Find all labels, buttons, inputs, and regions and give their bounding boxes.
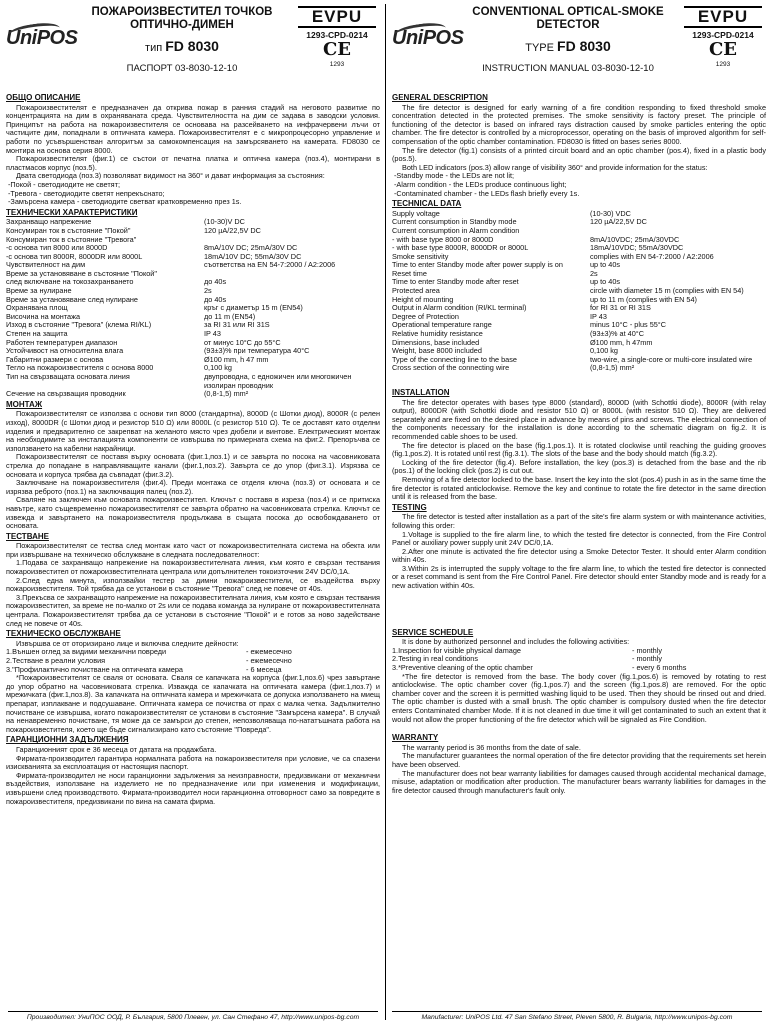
spec-value: за RI 31 или RI 31S	[204, 320, 270, 330]
service-activity: 3.*Preventive cleaning of the optic chamber	[392, 663, 533, 673]
spec-value: 120 µA/22,5V DC	[590, 217, 647, 227]
spec-value: 8mA/10V DC; 25mA/30V DC	[204, 243, 298, 253]
section-title: ТЕСТВАНЕ	[6, 531, 49, 541]
spec-value: 18mA/10VDC; 55mA/30VDC	[590, 243, 684, 253]
evpu-logo: EVPU	[684, 6, 762, 28]
paragraph: Both LED indicators (pos.3) allow range of visibility 360° and provide information for the status:	[402, 162, 708, 172]
paragraph: The fire detector operates with bases type 8000 (standard), 8000D (with Schottki diode), 8000R (with relay output), 8000DR (with Schottki diode and resistor 510 Ω) or 8000L (with resistor 510 Ω). They are delivered separately and are fixed on the desired place in advance by means of pins and screws. The electrical connection of the components necessary for the installation is done according to the schematic diagram on fig.2. It is recommended cable shoes to be used.	[392, 397, 766, 441]
type-code: FD 8030	[165, 38, 219, 54]
service-table	[6, 648, 380, 674]
spec-label: Weight, base 8000 included	[392, 346, 482, 356]
paragraph: Фирмата-производител гарантира нормалната работа на пожароизвестителя при условие, че са спазени изискванията за експлоатация от настоящия паспорт.	[6, 753, 380, 772]
spec-label: Габаритни размери с основа	[6, 354, 104, 364]
spec-label: -с основа тип 8000R, 8000DR или 8000L	[6, 251, 143, 261]
ce-notified-body: 1293	[329, 60, 345, 68]
service-activity: 2.Testing in real conditions	[392, 654, 478, 664]
column-bulgarian	[6, 6, 380, 806]
service-activity: 1.Външен оглед за видими механични повреди	[6, 647, 167, 657]
spec-label: Smoke sensitivity	[392, 251, 449, 261]
spec-label: Изход в състояние "Тревога" (клема RI/KL)	[6, 320, 152, 330]
spec-value: съответства на EN 54-7:2000 / A2:2006	[204, 260, 336, 270]
spec-value: кръг с диаметър 15 m (EN54)	[204, 303, 303, 313]
spec-value: Ø100 mm, h 47 mm	[204, 354, 269, 364]
section	[392, 629, 766, 725]
paragraph: Двата светодиода (поз.3) позволяват видимост на 360° и дават информация за състояния:	[16, 171, 325, 181]
section-title: ТЕХНИЧЕСКИ ХАРАКТЕРИСТИКИ	[6, 207, 138, 217]
spec-label: Time to enter Standby mode after reset	[392, 277, 519, 287]
spec-value: 2s	[204, 286, 212, 296]
spec-label: Protected area	[392, 286, 440, 296]
spec-value: до 40s	[204, 277, 227, 287]
section-title: МОНТАЖ	[6, 399, 43, 409]
evpu-logo: EVPU	[298, 6, 376, 28]
section	[392, 504, 766, 591]
section-title: INSTALLATION	[392, 388, 450, 397]
status-item: -Standby mode - the LEDs are not lit;	[394, 171, 515, 181]
paragraph: Пожароизвестителят се използва с основи тип 8000 (стандартна), 8000D (с Шотки диод), 8000R (с релен изход), 8000DR (с Шотки диод и резистор 510 Ω) или 8000L (с резистор 510 Ω). Те се доставят като отделни изделия и предварително се закрепват на желаното място чрез дюбели и винтове. Електрическият монтаж на необходимите за инсталацията компоненти се извършва по примерната схема на фиг.2. Препоръчва се използването на кабелни накрайници.	[6, 409, 380, 453]
status-item: -Alarm condition - the LEDs produce continuous light;	[394, 179, 567, 189]
spec-value: от минус 10°C до 55°C	[204, 337, 281, 347]
service-activity: 2.Тестване в реални условия	[6, 656, 106, 665]
spec-value: 120 µA/22,5V DC	[204, 225, 261, 235]
section	[392, 389, 766, 502]
spec-value: IP 43	[590, 311, 607, 321]
spec-value: Ø100 mm, h 47mm	[590, 337, 653, 347]
section-title: ОБЩО ОПИСАНИЕ	[6, 93, 81, 102]
ce-mark-icon: CE	[708, 38, 738, 60]
service-frequency: - monthly	[632, 654, 663, 664]
spec-label: Тегло на пожароизвестителя с основа 8000	[6, 363, 154, 373]
paragraph: *Пожароизвестителят се сваля от основата. Сваля се капачката на корпуса (фиг.1,поз.6) чрез завъртане до упор обратно на часовниковата стрелка. Изважда се капачката на оптичната камера (фиг.1,поз.7) и мрежичката (фиг.1,поз.8). За капачката на оптичната камера и мрежичката се допуска използването на миещ препарат, изплакване и подсушаване. Оптичната камера се почиства от прах с малка четка. Задължително почистване се извършва, когато пожароизвестителят се установи в състояние "Замърсена камера". В случай на ненавременно почистване, тя може да се замърси до степен, непозволяваща по-нататъшната работа на пожароизвестителя, което ще бъде сигнализирано като състояние "Повреда".	[6, 673, 380, 734]
doc-header	[392, 6, 766, 92]
paragraph: 3.Прекъсва се захранващото напрежение на пожароизвестителната линия, към която е свързан тествания пожароизвестител, за време не по-малко от 2s или се подава команда за нулиране от пожароизвестителната централа. Пожароизвестителят трябва да се установи в състояние "Покой" и е готов за ново задействане след не повече от 40s.	[6, 592, 380, 628]
spec-label: Консумиран ток в състояние "Тревога"	[6, 234, 137, 244]
status-item: -Покой - светодиодите не светят;	[8, 179, 120, 189]
section-title: SERVICE SCHEDULE	[392, 627, 474, 637]
ce-notified-body: 1293	[715, 60, 731, 68]
manual-number: ПАСПОРТ 03-8030-12-10	[126, 63, 238, 74]
spec-label: Захранващо напрежение	[6, 217, 92, 227]
spec-value	[204, 270, 380, 279]
column-english	[392, 6, 766, 795]
spec-value: (10-30)V DC	[204, 217, 245, 227]
spec-value: (93±3)% at 40°C	[590, 329, 644, 339]
doc-title: CONVENTIONAL OPTICAL-SMOKE DETECTOR	[472, 6, 664, 31]
spec-label: Тип на свързващата основата линия	[6, 372, 130, 381]
service-table	[392, 647, 766, 673]
spec-label: - with base type 8000 or 8000D	[392, 234, 494, 244]
section	[6, 209, 380, 399]
section-title: WARRANTY	[392, 733, 439, 743]
status-item: -Тревога - светодиодите светят непрекъснато;	[8, 188, 165, 198]
spec-label: Степен на защита	[6, 329, 68, 339]
spec-value: complies with EN 54-7:2000 / A2:2006	[590, 251, 714, 261]
service-frequency: - ежемесечно	[246, 656, 292, 665]
spec-label: Охранявана площ	[6, 303, 68, 313]
type-line	[78, 38, 286, 54]
paragraph: 2.After one minute is activated the fire detector using a Smoke Detector Tester. It should enter Alarm condition within 40s.	[392, 546, 766, 565]
unipos-logo: UniPOS	[392, 27, 464, 49]
paragraph: 3.Within 2s is interrupted the supply voltage to the fire alarm line, to which the tested fire detector is connected or a reset command is sent from the Fire Control Panel. Fire detector should enter Standby mode and is ready for a new activation within 40s.	[392, 563, 766, 591]
spec-value: up to 40s	[590, 277, 621, 287]
spec-value: for RI 31 or RI 31S	[590, 303, 651, 313]
spec-value: до 11 m (EN54)	[204, 311, 256, 321]
paragraph: The fire detector is designed for early warning of a fire condition responding to fixed threshold smoke concentration detected in the protected premises. The smoke sensitivity is factory preset. The principle of functioning of the detector is based on infrared rays distraction caused by smoke particles entering the optic chamber. The fire detector is controlled by a microprocessor, operating on the basis of improved algorithm for self-compensation of the optic chamber contamination. FD8030 is fitted on bases series 8000.	[392, 102, 766, 146]
spec-value: (10-30) VDC	[590, 208, 631, 218]
section	[6, 533, 380, 629]
spec-label: Output in Alarm condition (RI/KL terminal)	[392, 303, 527, 313]
status-item: -Замърсена камера - светодиодите светват кратковременно през 1s.	[8, 197, 242, 207]
spec-label: Устойчивост на относителна влага	[6, 346, 124, 356]
paragraph: The fire detector is tested after installation as a part of the site's fire alarm system or with maintenance activities, following this order:	[392, 512, 766, 530]
spec-value: 8mA/10VDC; 25mA/30VDC	[590, 234, 680, 244]
service-activity: 1.Inspection for visible physical damage	[392, 645, 521, 655]
spec-label: Current consumption in Standby mode	[392, 217, 517, 227]
paragraph: Removing of a fire detector locked to the base. Insert the key into the slot (pos.4) push in as in the same time the fire detector is rotated anticlockwise. Remove the key and continue to rotate the fire detector in the same direction until it is released from the base.	[392, 474, 766, 502]
section	[6, 94, 380, 207]
spec-table	[6, 218, 380, 398]
ce-mark-icon: CE	[322, 38, 352, 60]
paragraph: The fire detector is placed on the base (fig.1,pos.1). It is rotated clockwise until reaching the guiding grooves (fig.1,pos.2). It is rotated until rest (fig.3.1). The slots of the base and the body should match (fig.3.2).	[392, 440, 766, 459]
spec-value: (93±3)% при температура 40°C	[204, 346, 310, 356]
spec-value: (0,8-1,5) mm²	[590, 363, 635, 373]
paragraph: The manufacturer does not bear warranty liabilities for damages caused through accidental mechanical damage, misuse, adaptation or modification after production. The manufacturer bears warranty liabilities for damages in the fire detector caused through manufacturer's fault only.	[392, 768, 766, 795]
section	[6, 736, 380, 806]
section-title: ГАРАНЦИОННИ ЗАДЪЛЖЕНИЯ	[6, 735, 129, 745]
spec-value: IP 43	[204, 329, 221, 339]
spec-label: Консумиран ток в състояние "Покой"	[6, 225, 131, 235]
spec-value: up to 40s	[590, 260, 621, 270]
paragraph: Пожароизвестителят (фиг.1) се състои от печатна платка и оптична камера (поз.4), монтирани в пластмасов корпус (поз.5).	[6, 154, 380, 172]
section-title: ТЕХНИЧЕСКО ОБСЛУЖВАНЕ	[6, 629, 121, 639]
paragraph: 1.Подава се захранващо напрежение на пожароизвестителната линия, към която е свързан тествания пожароизвестител от пожароизвестителната централа или допълнителен токоизточник 24V DC/0,1A.	[6, 558, 380, 577]
spec-label: Cross section of the connecting wire	[392, 363, 510, 373]
spec-value: до 40s	[204, 294, 227, 304]
cpd-number: 1293-CPD-0214	[306, 30, 368, 40]
spec-value: 18mA/10V DC; 55mA/30V DC	[204, 251, 302, 261]
spec-value: two-wire, a single-core or multi-core insulated wire	[590, 354, 753, 364]
paragraph: Пожароизвестителят е предназначен да открива пожар в ранния стадий на неговото развитие по концентрацията на дим в охраняваната среда. Чувствителността на дим се задава в заводски условия. Принципът на работа на пожароизвестителя се основава на разсейването на инфрачервени лъчи от частиците дим, попаднали в оптичната камера. Пожароизвестителят е с микропроцесорно управление и работи по усъвършенстван алгоритъм за самокомпенсация на замърсяването на камерата. FD8030 се монтира на основа серия 8000.	[6, 102, 380, 155]
certification-block	[298, 6, 376, 69]
spec-value: 0,100 kg	[590, 346, 618, 356]
type-code: FD 8030	[557, 38, 611, 54]
doc-header	[6, 6, 380, 92]
service-frequency: - monthly	[632, 645, 663, 655]
section	[392, 734, 766, 795]
spec-value: 2s	[590, 268, 598, 278]
spec-label: Работен температурен диапазон	[6, 337, 118, 347]
paragraph: The manufacturer guarantees the normal operation of the fire detector providing that the requirements set herein have been observed.	[392, 751, 766, 769]
doc-title: ПОЖАРОИЗВЕСТИТЕЛ ТОЧКОВ ОПТИЧНО-ДИМЕН	[91, 6, 273, 31]
spec-value: (0,8-1,5) mm²	[204, 389, 249, 399]
paragraph: Пожароизвестителят се тества след монтаж като част от пожароизвестителната система на обекта или при извършване на техническо обслужване в следната последователност:	[6, 541, 380, 559]
section	[392, 200, 766, 373]
type-prefix: TYPE	[525, 42, 554, 54]
spec-label: Height of mounting	[392, 294, 454, 304]
service-frequency: - ежемесечно	[246, 647, 292, 657]
section	[6, 401, 380, 531]
spec-value: up to 11 m (complies with EN 54)	[590, 294, 697, 304]
spec-value: circle with diameter 15 m (complies with EN 54)	[590, 286, 744, 296]
paragraph: Извършва се от оторизирано лице и включва следните дейности:	[16, 638, 239, 648]
spec-label: Време за нулиране	[6, 286, 72, 296]
spec-label: Supply voltage	[392, 208, 440, 218]
section	[6, 630, 380, 734]
manual-number: INSTRUCTION MANUAL 03-8030-12-10	[482, 63, 654, 74]
service-frequency: - every 6 months	[632, 663, 687, 673]
paragraph: Сваляне на заключен към основата пожароизвестител. Ключът с поставя в изреза (поз.4) и се притиска навътре, като същевременно пожароизвестителят се завърта обратно на часовниковата стрелка. Ключът се извежда и завъртането на пожароизвестителя продължава в същата посока до освобождаването от основата.	[6, 495, 380, 531]
spec-label: след включване на токозахранването	[6, 277, 134, 287]
paragraph: *The fire detector is removed from the base. The body cover (fig.1,pos.6) is removed by rotating to rest anticlockwise. The optic chamber cover (fig.1,pos.7) and the screen (fig.1,pos.8) are removed. For the optic chamber cover and the screen it is permitted washing liquid to be used. Then they should be rinsed out and dried. The optic chamber is dusted with a small brush. The optic chamber is compulsory dusted when the fire detector enters Contaminated chamber Mode. If it is not cleaned in due time it will get contaminated to such an extent that it would not allow the proper functioning of the fire detector which will be signaled as Fire Condition.	[392, 671, 766, 724]
paragraph: The fire detector (fig.1) consists of a printed circuit board and an optic chamber (pos.4), fixed in a plastic body (pos.5).	[392, 145, 766, 164]
spec-table	[392, 210, 766, 373]
spec-label: Degree of Protection	[392, 311, 459, 321]
spec-label: - with base type 8000R, 8000DR or 8000L	[392, 243, 529, 253]
spec-label: Relative humidity resistance	[392, 329, 483, 339]
spec-label: Време за установяване в състояние "Покой"	[6, 268, 157, 278]
section-title: GENERAL DESCRIPTION	[392, 93, 488, 102]
paragraph: Locking of the fire detector (fig.4). Before installation, the key (pos.3) is detached from the base and the rib (pos.1) of the locking click (pos.2) is cut out.	[392, 457, 766, 476]
spec-label: -с основа тип 8000 или 8000D	[6, 243, 108, 253]
service-activity: 3."Профилактично почистване на оптичната камера	[6, 664, 183, 674]
paragraph: 1.Voltage is supplied to the fire alarm line, to which the tested fire detector is connected, from the Fire Control Panel or auxiliary power supply unit 24V DC/0,1A.	[392, 529, 766, 548]
paragraph: Гаранционният срок е 36 месеца от датата на продажбата.	[16, 744, 217, 754]
cpd-number: 1293-CPD-0214	[692, 30, 754, 40]
unipos-logo: UniPOS	[6, 27, 78, 49]
paragraph: Фирмата-производител не носи гаранционни задължения за неизправности, предизвикани от механични въздействия, използване на изделието не по предназначение или при изменения и модификации, извършени след производството. Фирмата-производител носи гаранционна отговорност само за повредите в пожароизвестителя, предизвикани по вина на самата фирма.	[6, 770, 380, 806]
section	[392, 94, 766, 198]
spec-label: Dimensions, base included	[392, 337, 480, 347]
section-title: TESTING	[392, 502, 427, 512]
section-title: TECHNICAL DATA	[392, 199, 462, 209]
status-item: -Contaminated chamber - the LEDs flash briefly every 1s.	[394, 188, 580, 198]
spec-label: Чувствителност на дим	[6, 260, 86, 270]
spec-value: двупроводна, с едножичен или многожичен изолиран проводник	[204, 372, 352, 390]
spec-value: minus 10°C - plus 55°C	[590, 320, 666, 330]
manufacturer-footer: Manufacturer: UniPOS Ltd. 47 San Stefano Street, Pleven 5800, R. Bulgaria, http://www.unipos-bg.com	[392, 1011, 762, 1021]
spec-label: Височина на монтажа	[6, 311, 81, 321]
paragraph: It is done by authorized personnel and includes the following activities:	[402, 637, 630, 647]
certification-block	[684, 6, 762, 69]
spec-label: Current consumption in Alarm condition	[392, 225, 520, 235]
spec-value: 0,100 kg	[204, 363, 232, 373]
service-frequency: - 6 месеца	[246, 664, 282, 674]
manufacturer-footer: Производител: УниПОС ООД, Р. България, 5800 Плевен, ул. Сан Стефано 47, http://www.unipos-bg.com	[8, 1011, 378, 1021]
type-line	[464, 38, 672, 54]
spec-label: Operational temperature range	[392, 320, 492, 330]
paragraph: Пожароизвестителят се поставя върху основата (фиг.1,поз.1) и се завърта по посока на часовниковата стрелка до попадане в направляващите канали (фиг.1,поз.2). Завърта се до упор (фиг.3.1). Изрязва се основата и корпуса трябва да съвпадат (фиг.3.2).	[6, 452, 380, 479]
column-divider	[385, 4, 386, 1020]
spec-label: Сечение на свързващия проводник	[6, 389, 126, 399]
paragraph: 2.След една минута, използвайки тестер за димни пожароизвестители, се въздейства върху пожароизвестителя. Той трябва да се установи в състояние "Тревога" след не повече от 40s.	[6, 575, 380, 594]
paragraph: Заключване на пожароизвестителя (фиг.4). Преди монтажа се отделя ключа (поз.3) от основата и се изрязва реброто (поз.1) на заключващия палец (поз.2).	[6, 478, 380, 496]
spec-label: Време за установяване след нулиране	[6, 294, 138, 304]
paragraph: The warranty period is 36 months from the date of sale.	[402, 742, 581, 752]
spec-label: Type of the connecting line to the base	[392, 354, 517, 364]
spec-label: Reset time	[392, 268, 427, 278]
type-prefix: тип	[145, 42, 163, 54]
spec-label: Time to enter Standby mode after power supply is on	[392, 260, 563, 270]
